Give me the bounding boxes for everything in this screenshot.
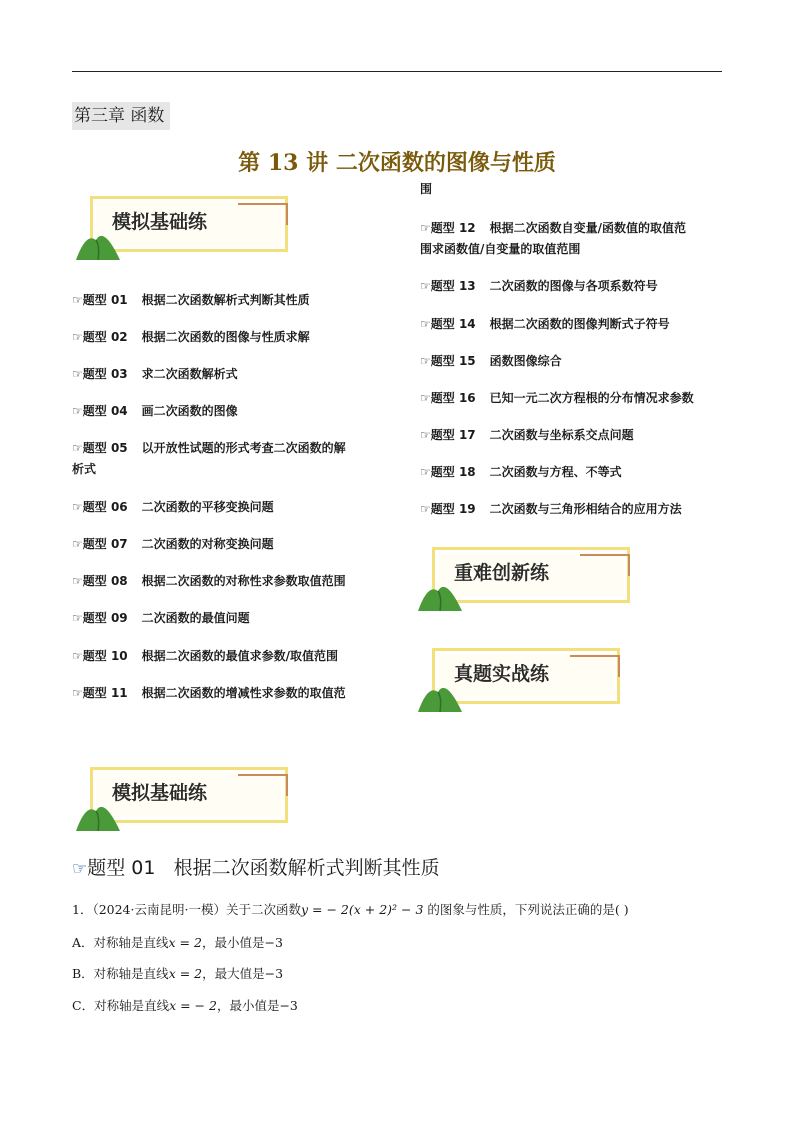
banner-hard xyxy=(420,547,640,627)
option-a[interactable]: A．对称轴是直线x = 2，最小值是−3 xyxy=(72,935,283,950)
toc-item-05-cont: 析式 xyxy=(72,462,97,476)
toc-item-12-cont: 围求函数值/自变量的取值范围 xyxy=(420,242,581,256)
toc-item-13[interactable]: ☞题型 13 二次函数的图像与各项系数符号 xyxy=(420,279,658,293)
toc-item-08[interactable]: ☞题型 08 根据二次函数的对称性求参数取值范围 xyxy=(72,574,346,588)
option-b[interactable]: B．对称轴是直线x = 2，最大值是−3 xyxy=(72,966,284,981)
lecture-title: 第 13 讲 二次函数的图像与性质 xyxy=(238,150,556,176)
toc-item-09[interactable]: ☞题型 09 二次函数的最值问题 xyxy=(72,611,250,625)
toc-item-01[interactable]: ☞题型 01 根据二次函数解析式判断其性质 xyxy=(72,293,310,307)
toc-item-12[interactable]: ☞题型 12 根据二次函数自变量/函数值的取值范 xyxy=(420,221,687,235)
hill-icon xyxy=(74,226,124,262)
banner-basic-2 xyxy=(78,767,298,847)
toc-item-10[interactable]: ☞题型 10 根据二次函数的最值求参数/取值范围 xyxy=(72,649,339,663)
toc-item-04[interactable]: ☞题型 04 画二次函数的图像 xyxy=(72,404,238,418)
toc-item-18[interactable]: ☞题型 18 二次函数与方程、不等式 xyxy=(420,465,622,479)
toc-item-02[interactable]: ☞题型 02 根据二次函数的图像与性质求解 xyxy=(72,330,310,344)
section-heading: ☞题型 01 根据二次函数解析式判断其性质 xyxy=(72,857,440,879)
hill-icon xyxy=(416,577,466,613)
toc-item-14[interactable]: ☞题型 14 根据二次函数的图像判断式子符号 xyxy=(420,317,670,331)
toc-item-03[interactable]: ☞题型 03 求二次函数解析式 xyxy=(72,367,238,381)
option-c[interactable]: C．对称轴是直线x = − 2，最小值是−3 xyxy=(72,998,298,1013)
banner-hard-label: 重难创新练 xyxy=(454,562,550,584)
toc-item-17[interactable]: ☞题型 17 二次函数与坐标系交点问题 xyxy=(420,428,634,442)
chapter-label: 第三章 函数 xyxy=(72,102,170,130)
toc-item-06[interactable]: ☞题型 06 二次函数的平移变换问题 xyxy=(72,500,274,514)
banner-real-label: 真题实战练 xyxy=(454,663,550,685)
banner-basic-2-label: 模拟基础练 xyxy=(112,782,208,804)
toc-item-15[interactable]: ☞题型 15 函数图像综合 xyxy=(420,354,562,368)
hill-icon xyxy=(74,797,124,833)
toc-item-05[interactable]: ☞题型 05 以开放性试题的形式考查二次函数的解 xyxy=(72,441,346,455)
banner-basic-label: 模拟基础练 xyxy=(112,211,208,233)
banner-real xyxy=(420,648,630,728)
question-stem: 1．（2024·云南昆明·一模）关于二次函数y = − 2(x + 2)² − 3 的图象与性质，下列说法正确的是( ) xyxy=(72,902,629,917)
toc-item-19[interactable]: ☞题型 19 二次函数与三角形相结合的应用方法 xyxy=(420,502,682,516)
toc-item-16[interactable]: ☞题型 16 已知一元二次方程根的分布情况求参数 xyxy=(420,391,694,405)
toc-item-11-cont: 围 xyxy=(420,182,433,196)
hill-icon xyxy=(416,678,466,714)
header-rule xyxy=(72,71,722,72)
banner-basic xyxy=(78,196,298,276)
toc-item-11[interactable]: ☞题型 11 根据二次函数的增减性求参数的取值范 xyxy=(72,686,346,700)
toc-item-07[interactable]: ☞题型 07 二次函数的对称变换问题 xyxy=(72,537,274,551)
